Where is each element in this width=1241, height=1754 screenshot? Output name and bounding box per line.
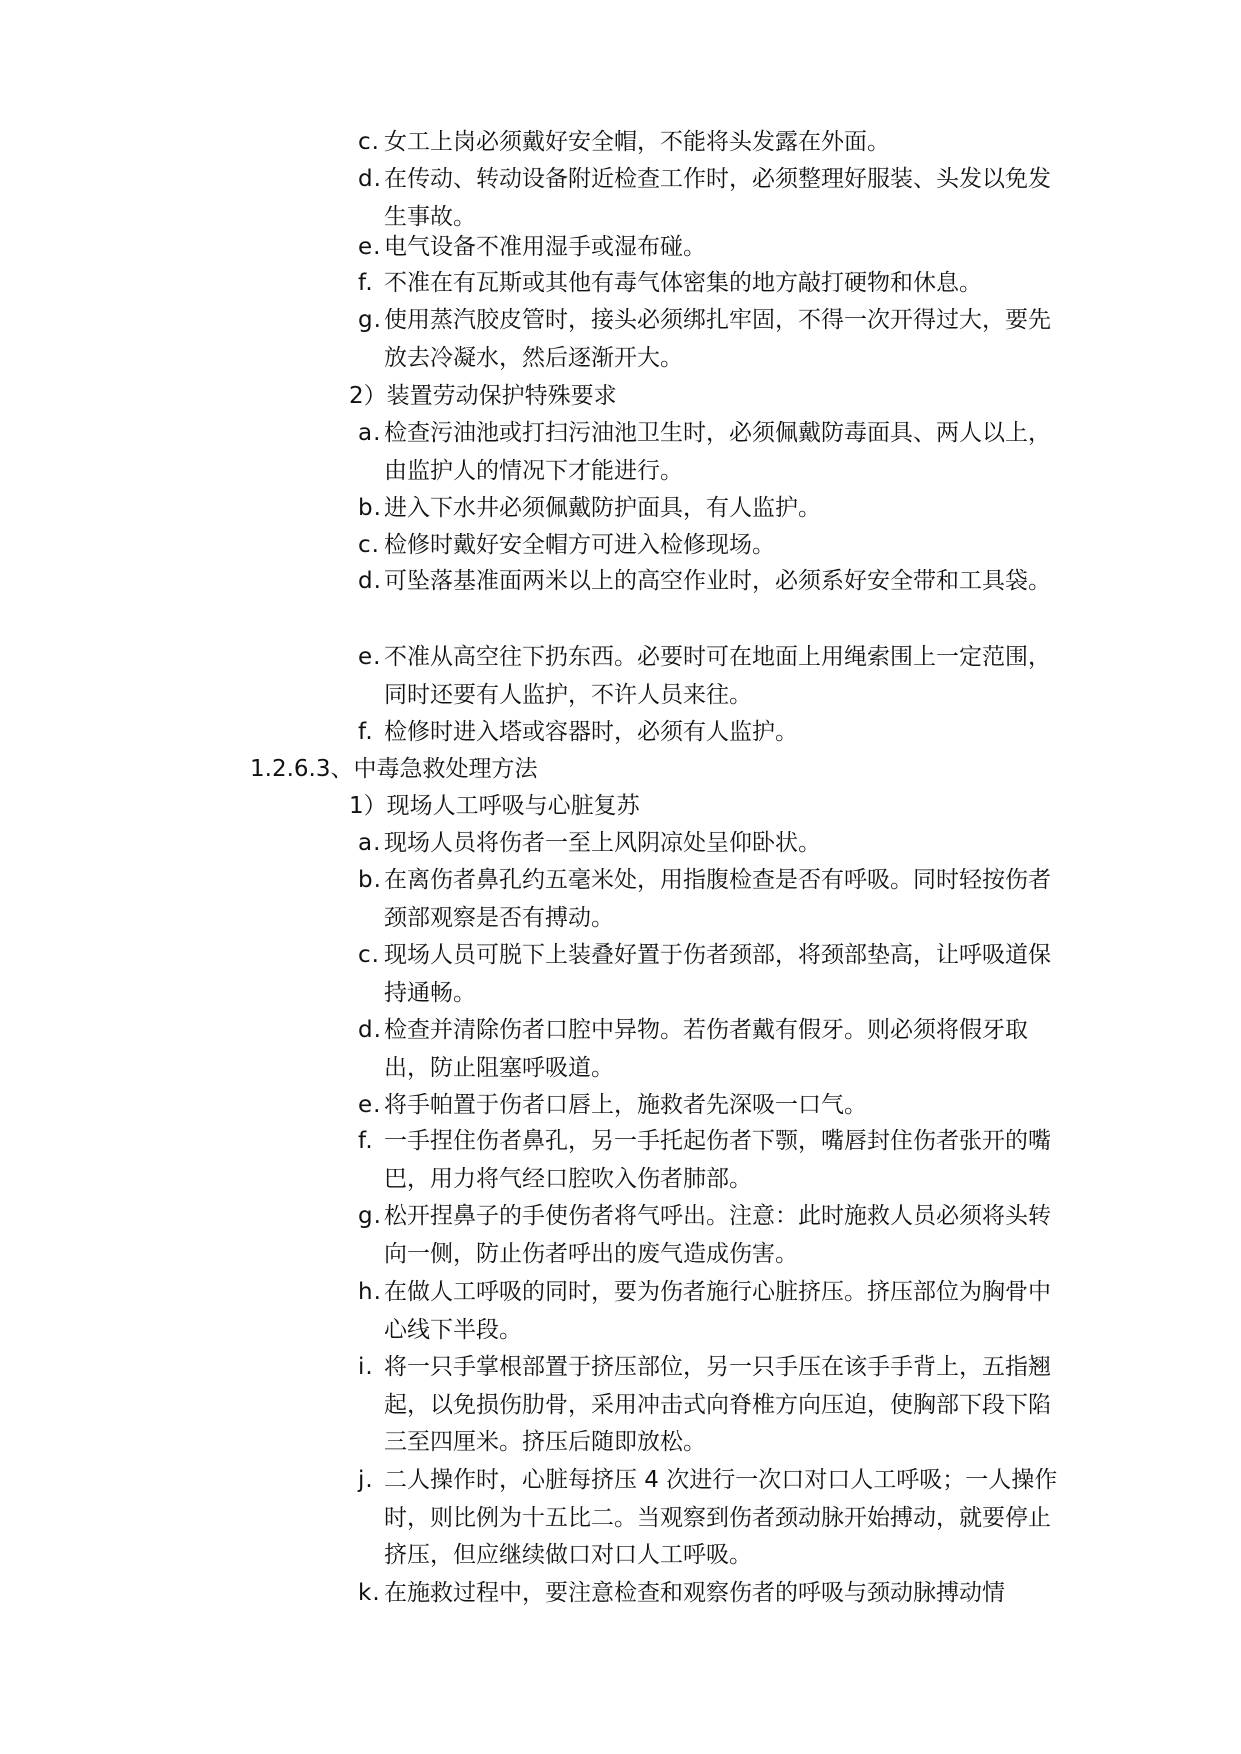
list-item — [358, 490, 1068, 528]
list-item — [358, 714, 1068, 752]
item-text: 检修时进入塔或容器时，必须有人监护。 — [384, 719, 798, 745]
list-item — [358, 639, 1068, 714]
item-text: 现场人员将伤者一至上风阴凉处呈仰卧状。 — [384, 830, 821, 856]
item-text: 将手帕置于伤者口唇上，施救者先深吸一口气。 — [384, 1092, 867, 1118]
item-text: 使用蒸汽胶皮管时，接头必须绑扎牢固，不得一次开得过大，要先放去冷凝水，然后逐渐开大。 — [384, 307, 1051, 371]
item-marker: e. — [358, 234, 382, 260]
item-text: 检修时戴好安全帽方可进入检修现场。 — [384, 532, 775, 558]
subsection-heading: 2）装置劳动保护特殊要求 — [349, 383, 617, 409]
item-marker: g. — [358, 307, 382, 333]
item-text: 在离伤者鼻孔约五毫米处，用指腹检查是否有呼吸。同时轻按伤者颈部观察是否有搏动。 — [384, 867, 1051, 931]
list-item — [358, 825, 1068, 863]
item-marker: c. — [358, 129, 380, 155]
item-text: 检查并清除伤者口腔中异物。若伤者戴有假牙。则必须将假牙取出，防止阻塞呼吸道。 — [384, 1017, 1028, 1081]
item-text: 不准在有瓦斯或其他有毒气体密集的地方敲打硬物和休息。 — [384, 270, 982, 296]
list-item — [358, 161, 1068, 236]
item-text: 在传动、转动设备附近检查工作时，必须整理好服装、头发以免发生事故。 — [384, 166, 1051, 230]
list-item — [358, 1575, 1068, 1613]
item-marker: k. — [358, 1580, 381, 1606]
list-item — [358, 229, 1068, 267]
item-text: 电气设备不准用湿手或湿布碰。 — [384, 234, 706, 260]
item-marker: d. — [358, 568, 382, 594]
item-marker: a. — [358, 830, 382, 856]
item-marker: d. — [358, 1017, 382, 1043]
list-item — [358, 1462, 1068, 1575]
list-item — [358, 1349, 1068, 1462]
item-marker: b. — [358, 867, 382, 893]
item-text: 在做人工呼吸的同时，要为伤者施行心脏挤压。挤压部位为胸骨中心线下半段。 — [384, 1279, 1051, 1343]
item-marker: c. — [358, 532, 380, 558]
list-item — [358, 862, 1068, 937]
item-text: 将一只手掌根部置于挤压部位，另一只手压在该手手背上，五指翘起，以免损伤肋骨，采用冲击式向脊椎方向压迫，使胸部下段下陷三至四厘米。挤压后随即放松。 — [384, 1354, 1051, 1455]
list-item — [358, 1087, 1068, 1125]
list-item — [358, 1198, 1068, 1273]
subsection-heading: 1）现场人工呼吸与心脏复苏 — [349, 793, 640, 819]
item-marker: b. — [358, 495, 382, 521]
list-item — [358, 1012, 1068, 1087]
item-marker: g. — [358, 1203, 382, 1229]
item-marker: j. — [358, 1467, 374, 1493]
item-marker: a. — [358, 420, 382, 446]
item-marker: c. — [358, 942, 380, 968]
item-text: 检查污油池或打扫污油池卫生时，必须佩戴防毒面具、两人以上，由监护人的情况下才能进行。 — [384, 420, 1051, 484]
item-marker: e. — [358, 644, 382, 670]
item-text: 可坠落基准面两米以上的高空作业时，必须系好安全带和工具袋。 — [384, 568, 1051, 594]
item-marker: h. — [358, 1279, 382, 1305]
item-text: 在施救过程中，要注意检查和观察伤者的呼吸与颈动脉搏动情 — [384, 1580, 1005, 1606]
item-text: 现场人员可脱下上装叠好置于伤者颈部，将颈部垫高，让呼吸道保持通畅。 — [384, 942, 1051, 1006]
list-item — [358, 527, 1068, 565]
item-marker: f. — [358, 1128, 374, 1154]
list-item — [358, 1123, 1068, 1198]
item-text: 一手捏住伤者鼻孔，另一手托起伤者下颚，嘴唇封住伤者张开的嘴巴，用力将气经口腔吹入伤者肺部。 — [384, 1128, 1051, 1192]
item-marker: f. — [358, 719, 374, 745]
item-text: 松开捏鼻子的手使伤者将气呼出。注意：此时施救人员必须将头转向一侧，防止伤者呼出的废气造成伤害。 — [384, 1203, 1051, 1267]
section-heading: 1.2.6.3、中毒急救处理方法 — [250, 756, 538, 782]
item-marker: d. — [358, 166, 382, 192]
item-text: 进入下水井必须佩戴防护面具，有人监护。 — [384, 495, 821, 521]
item-marker: i. — [358, 1354, 374, 1380]
item-text: 不准从高空往下扔东西。必要时可在地面上用绳索围上一定范围，同时还要有人监护，不许人员来往。 — [384, 644, 1051, 708]
list-item — [358, 1274, 1068, 1349]
item-text: 二人操作时，心脏每挤压 4 次进行一次口对口人工呼吸；一人操作时，则比例为十五比二。当观察到伤者颈动脉开始搏动，就要停止挤压，但应继续做口对口人工呼吸。 — [384, 1467, 1058, 1568]
list-item — [358, 124, 1068, 162]
list-item — [358, 302, 1068, 377]
item-text: 女工上岗必须戴好安全帽，不能将头发露在外面。 — [384, 129, 890, 155]
list-item — [358, 937, 1068, 1012]
list-item — [358, 415, 1068, 490]
list-item — [358, 563, 1068, 601]
item-marker: e. — [358, 1092, 382, 1118]
list-item — [358, 265, 1068, 303]
item-marker: f. — [358, 270, 374, 296]
